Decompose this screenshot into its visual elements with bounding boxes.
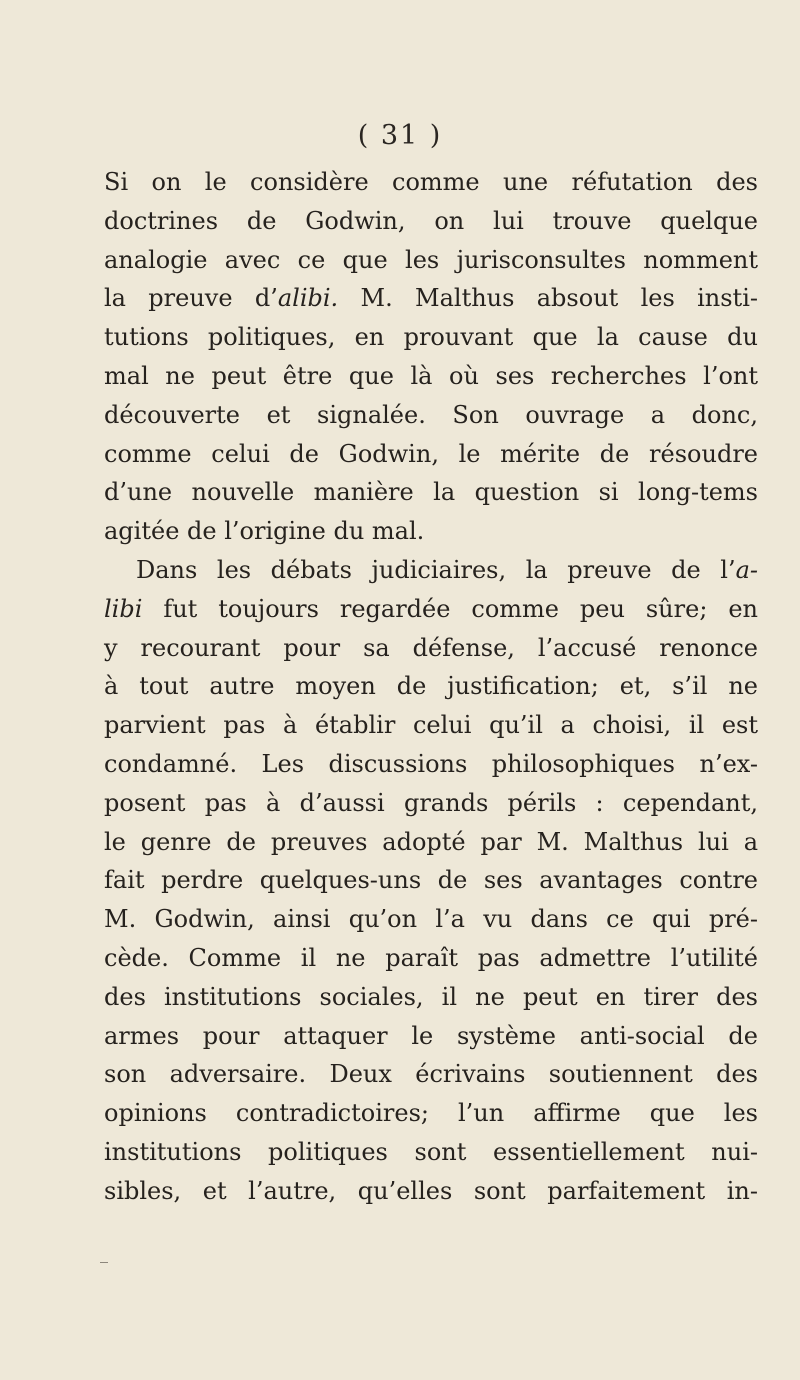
text-line: armes pour attaquer le système anti-social de xyxy=(104,1021,758,1050)
text-line: d’une nouvelle manière la question si long-tems xyxy=(104,478,758,507)
italic-term: libi xyxy=(104,594,143,623)
text-run: la preuve d’ xyxy=(104,284,278,313)
italic-term: a- xyxy=(735,555,758,584)
text-line: agitée de l’origine du mal. xyxy=(104,517,425,546)
text-line: son adversaire. Deux écrivains soutiennent des xyxy=(104,1060,758,1089)
text-line: comme celui de Godwin, le mérite de résoudre xyxy=(104,439,758,468)
text-line: condamné. Les discussions philosophiques n’ex- xyxy=(104,749,758,778)
text-line: analogie avec ce que les jurisconsultes nomment xyxy=(104,245,758,274)
text-line: Si on le considère comme une réfutation des xyxy=(104,168,758,196)
text-line: y recourant pour sa défense, l’accusé renonce xyxy=(104,633,758,662)
text-line xyxy=(104,551,758,590)
text-line: des institutions sociales, il ne peut en tirer des xyxy=(104,982,758,1011)
text-line: cède. Comme il ne paraît pas admettre l’utilité xyxy=(104,943,758,972)
text-line: le genre de preuves adopté par M. Malthus lui a xyxy=(104,827,758,856)
text-line: M. Godwin, ainsi qu’on l’a vu dans ce qui pré- xyxy=(104,905,758,934)
text-run: fut toujours regardée comme peu sûre; en xyxy=(142,594,758,623)
text-line xyxy=(104,590,758,629)
body-text xyxy=(104,163,758,1211)
text-line: mal ne peut être que là où ses recherches l’ont xyxy=(104,361,758,390)
text-line: posent pas à d’aussi grands périls : cependant, xyxy=(104,788,758,817)
text-line: opinions contradictoires; l’un affirme que les xyxy=(104,1099,758,1128)
italic-term: alibi. xyxy=(277,284,339,313)
text-line xyxy=(104,279,758,318)
text-line: institutions politiques sont essentiellement nui- xyxy=(104,1137,758,1166)
text-line: doctrines de Godwin, on lui trouve quelque xyxy=(104,206,758,235)
margin-mark xyxy=(100,1262,108,1263)
text-run: Dans les débats judiciaires, la preuve de l’ xyxy=(136,555,736,584)
text-run: M. Malthus absout les insti- xyxy=(338,284,758,313)
text-line: à tout autre moyen de justification; et, s’il ne xyxy=(104,672,758,701)
text-line: sibles, et l’autre, qu’elles sont parfaitement in- xyxy=(104,1176,758,1205)
text-line: parvient pas à établir celui qu’il a choisi, il est xyxy=(104,711,758,740)
text-line: tutions politiques, en prouvant que la cause du xyxy=(104,323,758,352)
page-number: ( 31 ) xyxy=(357,120,443,151)
text-line: découverte et signalée. Son ouvrage a donc, xyxy=(104,400,758,429)
text-line: fait perdre quelques-uns de ses avantages contre xyxy=(104,866,758,895)
